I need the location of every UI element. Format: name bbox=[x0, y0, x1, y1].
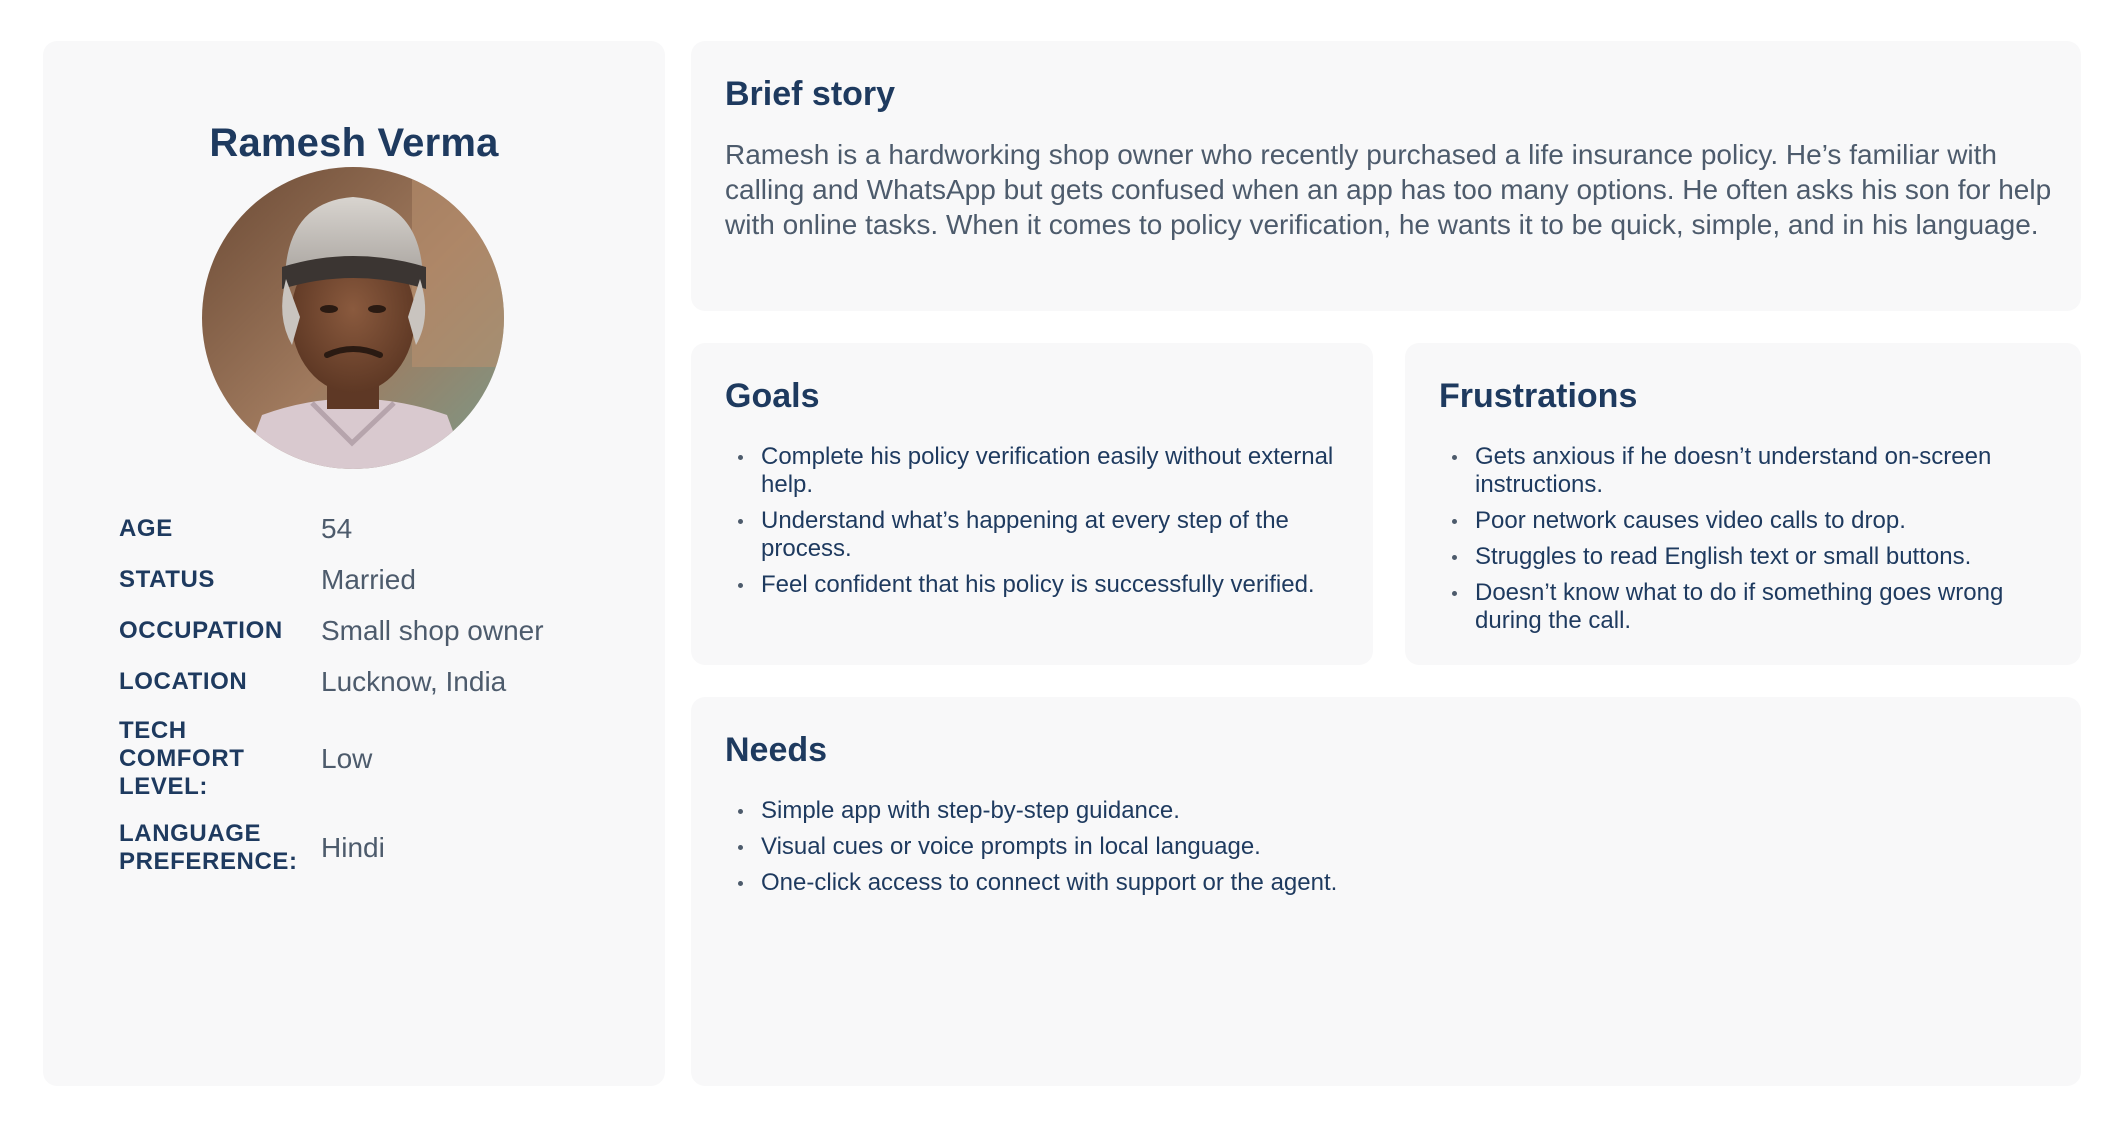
list-item: Complete his policy verification easily without external help. bbox=[725, 443, 1345, 499]
brief-story-text: Ramesh is a hardworking shop owner who recently purchased a life insurance policy. He’s familiar with calling and WhatsApp but gets confused when an app has too many options. He often asks his son for help with online tasks. When it comes to policy verification, he wants it to be quick, simple, and in his language. bbox=[725, 139, 2052, 240]
list-item: Simple app with step-by-step guidance. bbox=[725, 797, 2025, 825]
frustrations-list bbox=[1439, 443, 2055, 643]
list-item: Doesn’t know what to do if something goes wrong during the call. bbox=[1439, 579, 2055, 635]
frustrations-card bbox=[1405, 343, 2081, 665]
needs-card bbox=[691, 697, 2081, 1086]
attribute-row-age bbox=[119, 513, 619, 545]
list-item: Feel confident that his policy is successfully verified. bbox=[725, 571, 1345, 599]
attribute-row-status bbox=[119, 564, 619, 596]
attribute-row-language bbox=[119, 820, 619, 876]
list-item: Poor network causes video calls to drop. bbox=[1439, 507, 2055, 535]
attribute-value: Low bbox=[321, 743, 373, 774]
list-item: Struggles to read English text or small buttons. bbox=[1439, 543, 2055, 571]
attribute-value: Married bbox=[321, 564, 416, 595]
attribute-row-tech-comfort bbox=[119, 717, 619, 801]
attribute-value: 54 bbox=[321, 513, 353, 544]
list-item: Gets anxious if he doesn’t understand on-screen instructions. bbox=[1439, 443, 2055, 499]
frustrations-title: Frustrations bbox=[1439, 377, 1638, 415]
persona-avatar bbox=[202, 167, 504, 469]
goals-card bbox=[691, 343, 1373, 665]
goals-list bbox=[725, 443, 1345, 607]
attribute-value: Hindi bbox=[321, 832, 385, 863]
persona-attributes bbox=[119, 513, 619, 895]
attribute-label: TECH COMFORT LEVEL: bbox=[119, 717, 245, 800]
attribute-row-occupation bbox=[119, 615, 619, 647]
persona-name: Ramesh Verma bbox=[209, 121, 499, 165]
goals-title: Goals bbox=[725, 377, 820, 415]
list-item: Understand what’s happening at every step of the process. bbox=[725, 507, 1345, 563]
attribute-value: Lucknow, India bbox=[321, 666, 507, 697]
brief-story-title: Brief story bbox=[725, 75, 896, 113]
brief-story-card bbox=[691, 41, 2081, 311]
attribute-label: LANGUAGE PREFERENCE: bbox=[119, 820, 298, 875]
needs-list bbox=[725, 797, 2025, 905]
attribute-label: LOCATION bbox=[119, 668, 248, 695]
attribute-row-location bbox=[119, 666, 619, 698]
list-item: Visual cues or voice prompts in local language. bbox=[725, 833, 2025, 861]
needs-title: Needs bbox=[725, 731, 828, 769]
attribute-label: AGE bbox=[119, 515, 173, 542]
list-item: One-click access to connect with support or the agent. bbox=[725, 869, 2025, 897]
attribute-value: Small shop owner bbox=[321, 615, 544, 646]
attribute-label: OCCUPATION bbox=[119, 617, 283, 644]
persona-photo bbox=[202, 167, 504, 469]
attribute-label: STATUS bbox=[119, 566, 216, 593]
persona-profile-card bbox=[43, 41, 665, 1086]
